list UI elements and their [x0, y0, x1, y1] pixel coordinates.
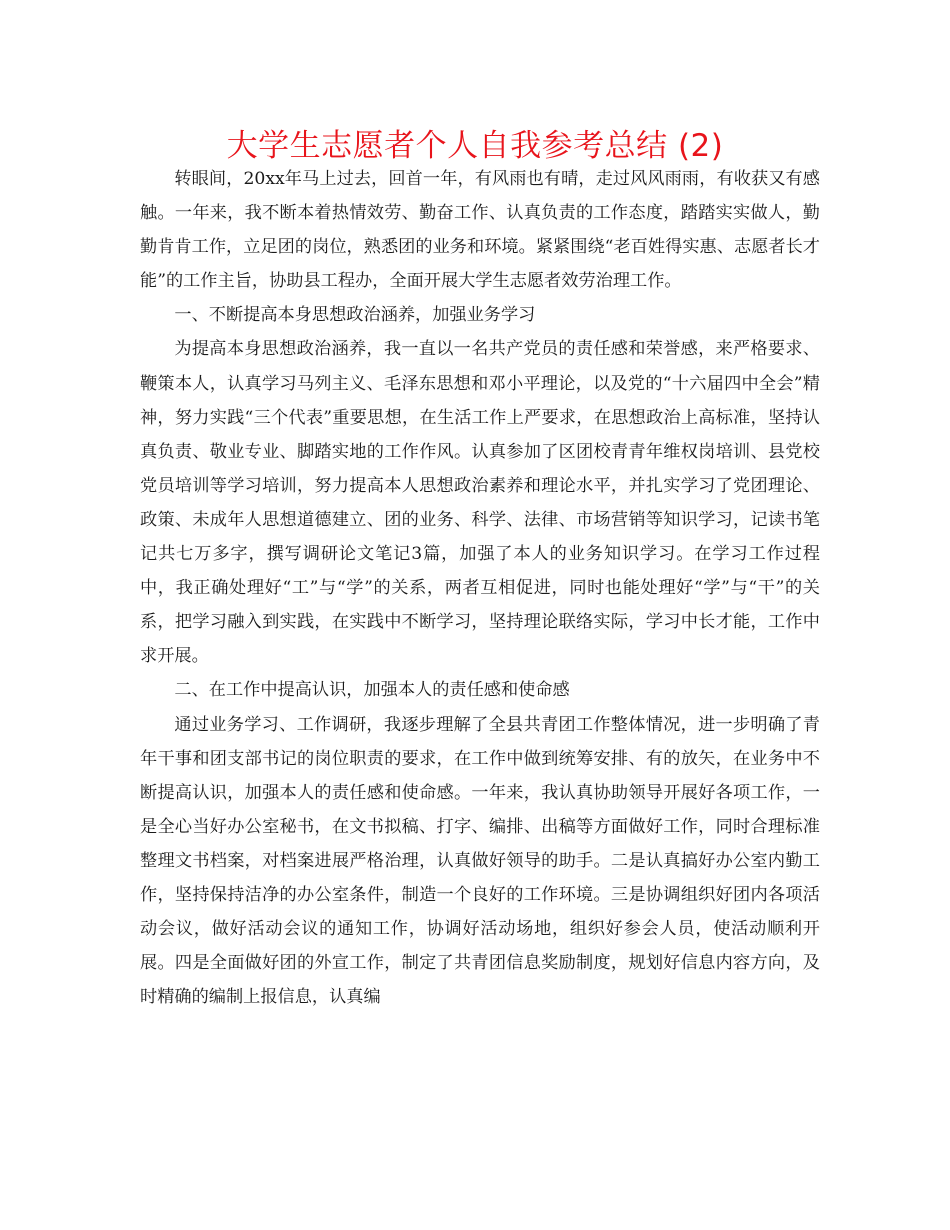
intro-paragraph: 转眼间，20xx年马上过去，回首一年，有风雨也有晴，走过风风雨雨，有收获又有感触。一年来，我不断本着热情效劳、勤奋工作、认真负责的工作态度，踏踏实实做人，勤勤肯肯工作，立足团的岗位，熟悉团的业务和环境。紧紧围绕“老百姓得实惠、志愿者长才能”的工作主旨，协助县工程办，全面开展大学生志愿者效劳治理工作。: [140, 169, 820, 292]
section-1-paragraph: 为提高本身思想政治涵养，我一直以一名共产党员的责任感和荣誉感，来严格要求、鞭策本人，认真学习马列主义、毛泽东思想和邓小平理论，以及党的“十六届四中全会”精神，努力实践“三个代表”重要思想，在生活工作上严要求，在思想政治上高标准，坚持认真负责、敬业专业、脚踏实地的工作作风。认真参加了区团校青青年维权岗培训、县党校党员培训等学习培训，努力提高本人思想政治素养和理论水平，并扎实学习了党团理论、政策、未成年人思想道德建立、团的业务、科学、法律、市场营销等知识学习，记读书笔记共七万多字，撰写调研论文笔记3篇，加强了本人的业务知识学习。在学习工作过程中，我正确处理好“工”与“学”的关系，两者互相促进，同时也能处理好“学”与“干”的关系，把学习融入到实践，在实践中不断学习，坚持理论联络实际，学习中长才能，工作中求开展。: [140, 339, 820, 667]
section-2-paragraph: 通过业务学习、工作调研，我逐步理解了全县共青团工作整体情况，进一步明确了青年干事和团支部书记的岗位职责的要求，在工作中做到统筹安排、有的放矢，在业务中不断提高认识，加强本人的责任感和使命感。一年来，我认真协助领导开展好各项工作，一是全心当好办公室秘书，在文书拟稿、打字、编排、出稿等方面做好工作，同时合理标准整理文书档案，对档案进展严格治理，认真做好领导的助手。二是认真搞好办公室内勤工作，坚持保持洁净的办公室条件，制造一个良好的工作环境。三是协调组织好团内各项活动会议，做好活动会议的通知工作，协调好活动场地，组织好参会人员，使活动顺利开展。四是全面做好团的外宣工作，制定了共青团信息奖励制度，规划好信息内容方向，及时精确的编制上报信息，认真编: [140, 714, 820, 1008]
section-heading-1: 一、不断提高本身思想政治涵养，加强业务学习: [174, 305, 536, 326]
page-title: 大学生志愿者个人自我参考总结 (2): [226, 128, 724, 164]
section-heading-2: 二、在工作中提高认识，加强本人的责任感和使命感: [174, 680, 570, 701]
document-body: [140, 162, 820, 1014]
